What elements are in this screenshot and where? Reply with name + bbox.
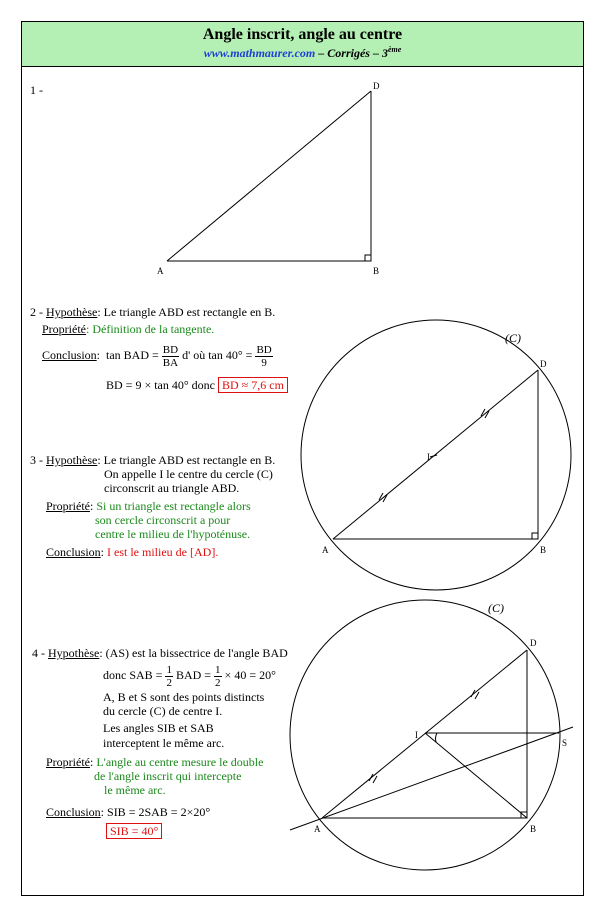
q2-concl-label: Conclusion <box>42 348 97 362</box>
grade-sup: ème <box>387 45 402 54</box>
q3-label-i: I <box>427 452 430 462</box>
q2-hypothesis <box>30 305 275 319</box>
q2-property <box>42 322 214 336</box>
subtitle-rest: – Corrigés – 3 <box>318 46 388 60</box>
q4-number: 4 - <box>32 646 45 660</box>
q3-label-d: D <box>540 359 547 369</box>
q4-property: Propriété: L'angle au centre mesure le double <box>46 755 264 769</box>
q4-result-wrap <box>106 824 162 838</box>
q4-line4: du cercle (C) de centre I. <box>103 704 223 718</box>
q3-circle-label: (C) <box>505 331 521 345</box>
q3-number: 3 - <box>30 453 43 467</box>
q4-prop-l1: L'angle au centre mesure le double <box>96 755 264 769</box>
q4-prop-l2: de l'angle inscrit qui intercepte <box>94 769 242 783</box>
q4-hyp-text: : (AS) est la bissectrice de l'angle BAD <box>99 646 288 660</box>
q4-concl-text: SIB = 2SAB = 2×20° <box>107 805 211 819</box>
q3-conclusion: Conclusion: I est le milieu de [AD]. <box>46 545 219 559</box>
q2-prop-text: : Définition de la tangente. <box>86 322 215 336</box>
q3-line3: circonscrit au triangle ABD. <box>104 481 240 495</box>
page-title: Angle inscrit, angle au centre <box>202 26 403 43</box>
q2-hyp-text: : Le triangle ABD est rectangle en B. <box>97 305 276 319</box>
q3-prop-l2: son cercle circonscrit a pour <box>95 513 231 527</box>
q4-hypothesis <box>32 646 288 660</box>
q1-label-b: B <box>373 266 380 276</box>
q4-label-a: A <box>314 824 321 834</box>
q4-result: SIB = 40° <box>106 823 162 839</box>
q4-hyp-label: Hypothèse <box>48 646 100 660</box>
q4-circle-label: (C) <box>488 601 504 615</box>
q3-label-b: B <box>540 545 547 555</box>
q3-prop-label: Propriété <box>46 499 90 513</box>
q4-prop-label: Propriété <box>46 755 90 769</box>
q3-prop-l3: centre le milieu de l'hypoténuse. <box>95 527 251 541</box>
q2-result: BD ≈ 7,6 cm <box>218 377 288 393</box>
q4-label-d: D <box>530 638 537 648</box>
q3-concl-label: Conclusion <box>46 545 101 559</box>
q2-dou: d' où tan 40° = <box>182 348 253 362</box>
q3-concl-text: I est le milieu de [AD]. <box>107 545 219 559</box>
q2-frac2: $\frac{BD}{9}$ <box>256 343 272 369</box>
q1-label-a: A <box>157 266 164 276</box>
q2-conclusion: Conclusion: tan BAD = $\frac{BD}{BA}$ d' où tan 40° = $\frac{BD}{9}$ <box>42 343 272 369</box>
q1-number: 1 - <box>30 83 43 97</box>
q3-property: Propriété: Si un triangle est rectangle alors <box>46 499 251 513</box>
q2-prop-label: Propriété <box>42 322 86 336</box>
q3-prop-l1: Si un triangle est rectangle alors <box>96 499 251 513</box>
q4-conclusion: Conclusion: SIB = 2SAB = 2×20° <box>46 805 211 819</box>
q4-line3: A, B et S sont des points distincts <box>103 690 265 704</box>
q4-label-i: I <box>415 730 418 740</box>
q1-triangle <box>167 91 371 261</box>
q3-line2: On appelle I le centre du cercle (C) <box>104 467 273 481</box>
q3-figure <box>301 320 571 590</box>
q4-label-s: S <box>562 738 568 748</box>
q4-label-b: B <box>530 824 537 834</box>
q2-hyp-label: Hypothèse <box>46 305 98 319</box>
q2-frac1: $\frac{BD}{BA}$ <box>162 343 179 369</box>
q2-number: 2 - <box>30 305 43 319</box>
q2-tan-lhs: tan BAD = <box>106 348 159 362</box>
q3-label-a: A <box>322 545 329 555</box>
q4-prop-l3: le même arc. <box>104 783 166 797</box>
q3-hypothesis <box>30 453 275 467</box>
q2-bd-line: BD = 9 × tan 40° donc BD ≈ 7,6 cm <box>106 378 288 392</box>
q4-concl-label: Conclusion <box>46 805 101 819</box>
q3-hyp-text: : Le triangle ABD est rectangle en B. <box>97 453 276 467</box>
q4-line5: Les angles SIB et SAB <box>103 721 214 735</box>
q1-label-d: D <box>373 81 380 91</box>
q4-donc-line: donc SAB = $\frac{1}{2}$ BAD = $\frac{1}{2}$ × 40 = 20° <box>103 663 276 689</box>
site-link[interactable]: www.mathmaurer.com <box>203 46 316 60</box>
q3-hyp-label: Hypothèse <box>46 453 98 467</box>
q4-line6: interceptent le même arc. <box>103 736 225 750</box>
